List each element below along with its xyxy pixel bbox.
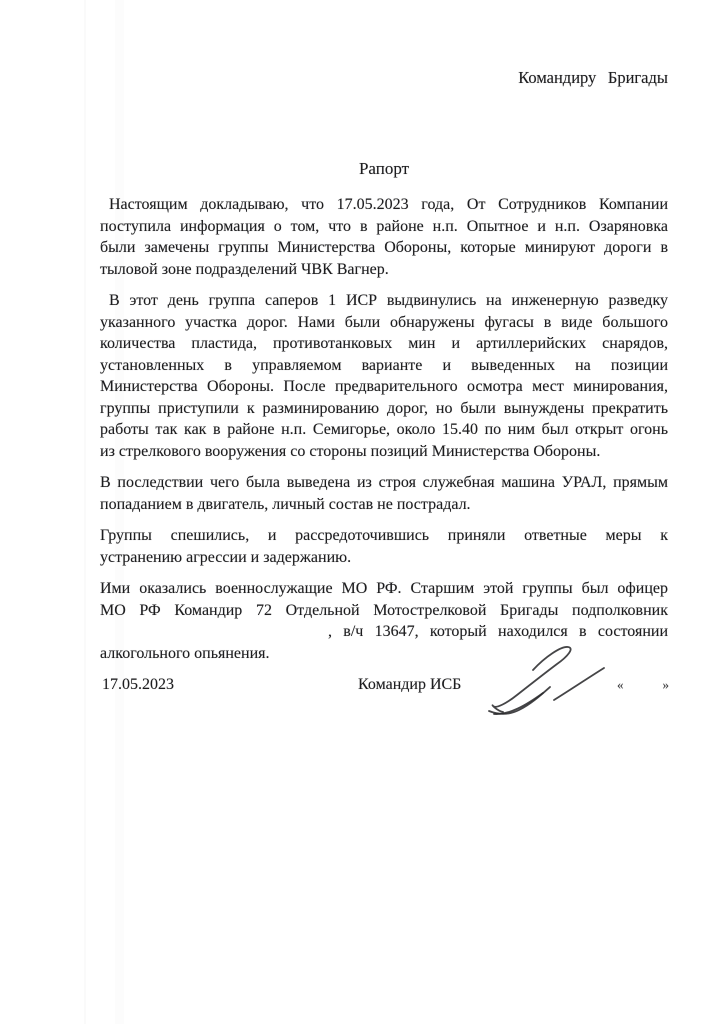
text-line: Ими оказались военнослужащие МО РФ. Старшим этой группы был офицер xyxy=(100,580,668,597)
text-line: Министерства Обороны. После предварительного осмотра мест минирования, xyxy=(100,378,668,395)
text-line: МО РФ Командир 72 Отдельной Мотострелковой Бригады подполковник xyxy=(100,601,668,619)
text-line: тыловой зоне подразделений ЧВК Вагнер. xyxy=(100,260,389,278)
paragraph xyxy=(100,194,668,280)
paragraphs-container xyxy=(100,194,668,664)
quote-close: » xyxy=(662,677,669,692)
document-date: 17.05.2023 xyxy=(102,676,174,693)
text-line: группы приступили к разминированию дорог, но были вынуждены прекратить xyxy=(100,399,668,417)
document-title: Рапорт xyxy=(358,159,410,178)
text-line: В этот день группа саперов 1 ИСР выдвинулись на инженерную разведку xyxy=(109,292,668,309)
text-line: количества пластида, противотанковых мин и артиллерийских снарядов, xyxy=(100,335,668,352)
handwritten-signature-icon xyxy=(473,644,613,724)
quote-open: « xyxy=(617,677,624,692)
signature-block xyxy=(100,674,668,784)
paragraph xyxy=(100,525,668,568)
text-line: устранению агрессии и задержанию. xyxy=(100,548,352,566)
signer-title: Командир ИСБ xyxy=(358,676,462,693)
text-line: поступила информация о том, что в районе н.п. Опытное и н.п. Озаряновка xyxy=(100,217,668,235)
addressee-line: Командиру Бригады xyxy=(518,68,668,87)
text-line: алкогольного опьянения. xyxy=(100,644,270,662)
text-line: были замечены группы Министерства Обороны, которые минируют дороги в xyxy=(100,239,668,256)
text-line: указанного участка дорог. Нами были обнаружены фугасы в виде большого xyxy=(100,313,668,331)
text-line-redacted-gap: , в/ч 13647, который находился в состоянии xyxy=(328,623,668,640)
paragraph xyxy=(100,472,668,515)
text-line: попаданием в двигатель, личный состав не пострадал. xyxy=(100,495,471,513)
text-line: В последствии чего была выведена из строя служебная машина УРАЛ, прямым xyxy=(100,474,668,491)
text-line: Настоящим докладываю, что 17.05.2023 года, От Сотрудников Компании xyxy=(109,196,668,213)
date-quotes xyxy=(617,674,669,696)
text-line: работы так как в районе н.п. Семигорье, около 15.40 по ним был открыт огонь xyxy=(100,421,668,438)
text-line: Группы спешились, и рассредоточившись приняли ответные меры к xyxy=(100,527,668,544)
text-line: установленных в управляемом варианте и выведенных на позиции xyxy=(100,356,668,374)
text-line: из стрелкового вооружения со стороны позиций Министерства Обороны. xyxy=(100,442,601,460)
paragraph xyxy=(100,290,668,462)
scan-artifact xyxy=(84,0,86,1024)
document-body xyxy=(100,194,668,784)
